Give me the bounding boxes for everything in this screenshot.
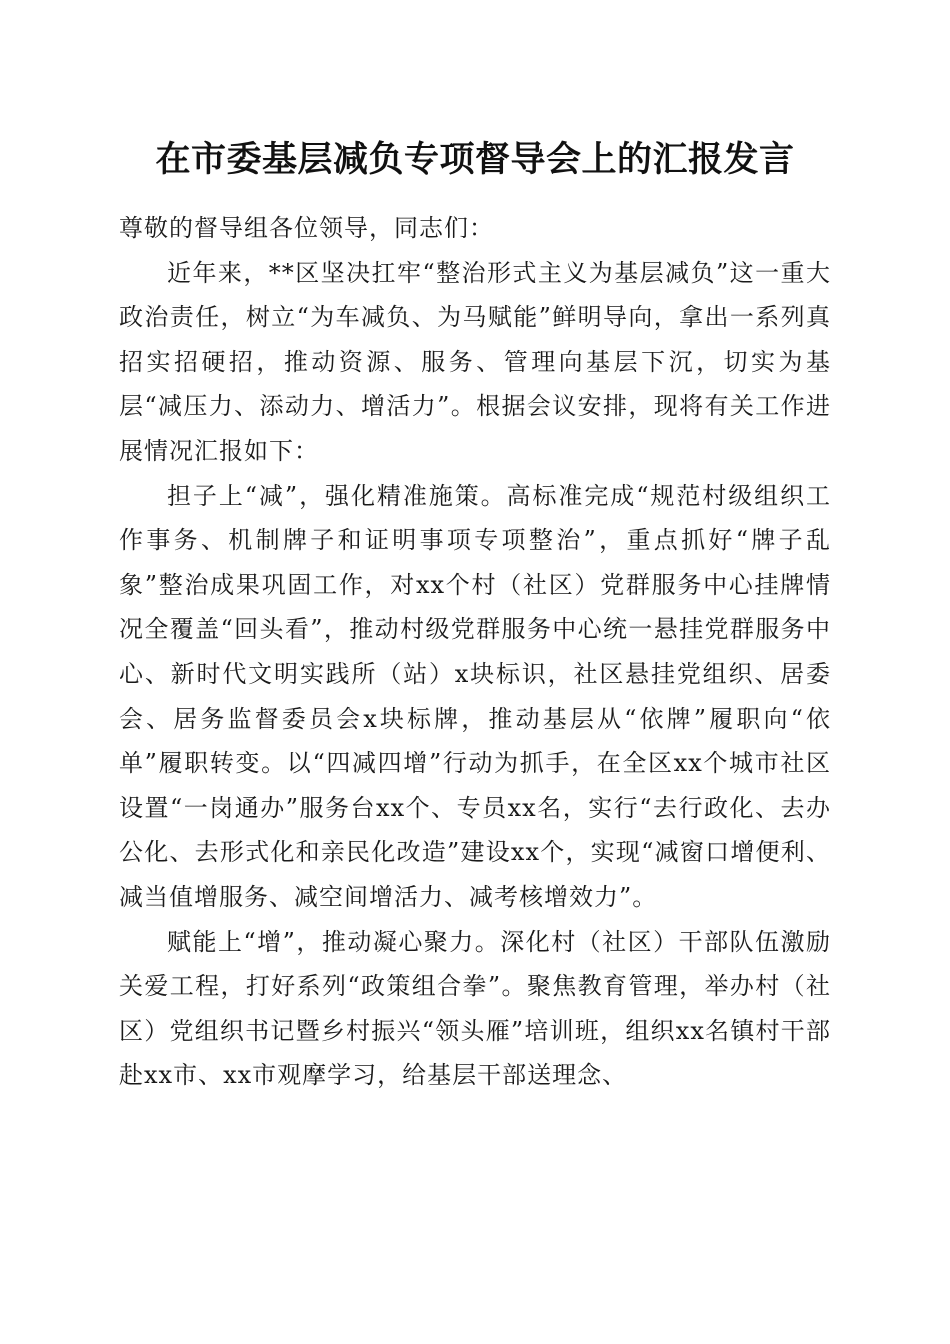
- paragraph-intro: 近年来，**区坚决扛牢“整治形式主义为基层减负”这一重大政治责任，树立“为车减负、为马赋能”鲜明导向，拿出一系列真招实招硬招，推动资源、服务、管理向基层下沉，切实为基层“减压力、添动力、增活力”。根据会议安排，现将有关工作进展情况汇报如下：: [119, 258, 831, 465]
- document-body: [119, 206, 831, 1098]
- document-title: 在市委基层减负专项督导会上的汇报发言: [155, 139, 795, 180]
- paragraph-empower: 赋能上“增”，推动凝心聚力。深化村（社区）干部队伍激励关爱工程，打好系列“政策组合拳”。聚焦教育管理，举办村（社区）党组织书记暨乡村振兴“领头雁”培训班，组织xx名镇村干部赴xx市、xx市观摩学习，给基层干部送理念、: [119, 927, 831, 1090]
- salutation: 尊敬的督导组各位领导，同志们：: [119, 214, 494, 242]
- paragraph-reduce: 担子上“减”，强化精准施策。高标准完成“规范村级组织工作事务、机制牌子和证明事项专项整治”，重点抓好“牌子乱象”整治成果巩固工作，对xx个村（社区）党群服务中心挂牌情况全覆盖“回头看”，推动村级党群服务中心统一悬挂党群服务中心、新时代文明实践所（站）x块标识，社区悬挂党组织、居委会、居务监督委员会x块标牌，推动基层从“依牌”履职向“依单”履职转变。以“四减四增”行动为抓手，在全区xx个城市社区设置“一岗通办”服务台xx个、专员xx名，实行“去行政化、去办公化、去形式化和亲民化改造”建设xx个，实现“减窗口增便利、减当值增服务、减空间增活力、减考核增效力”。: [119, 481, 831, 911]
